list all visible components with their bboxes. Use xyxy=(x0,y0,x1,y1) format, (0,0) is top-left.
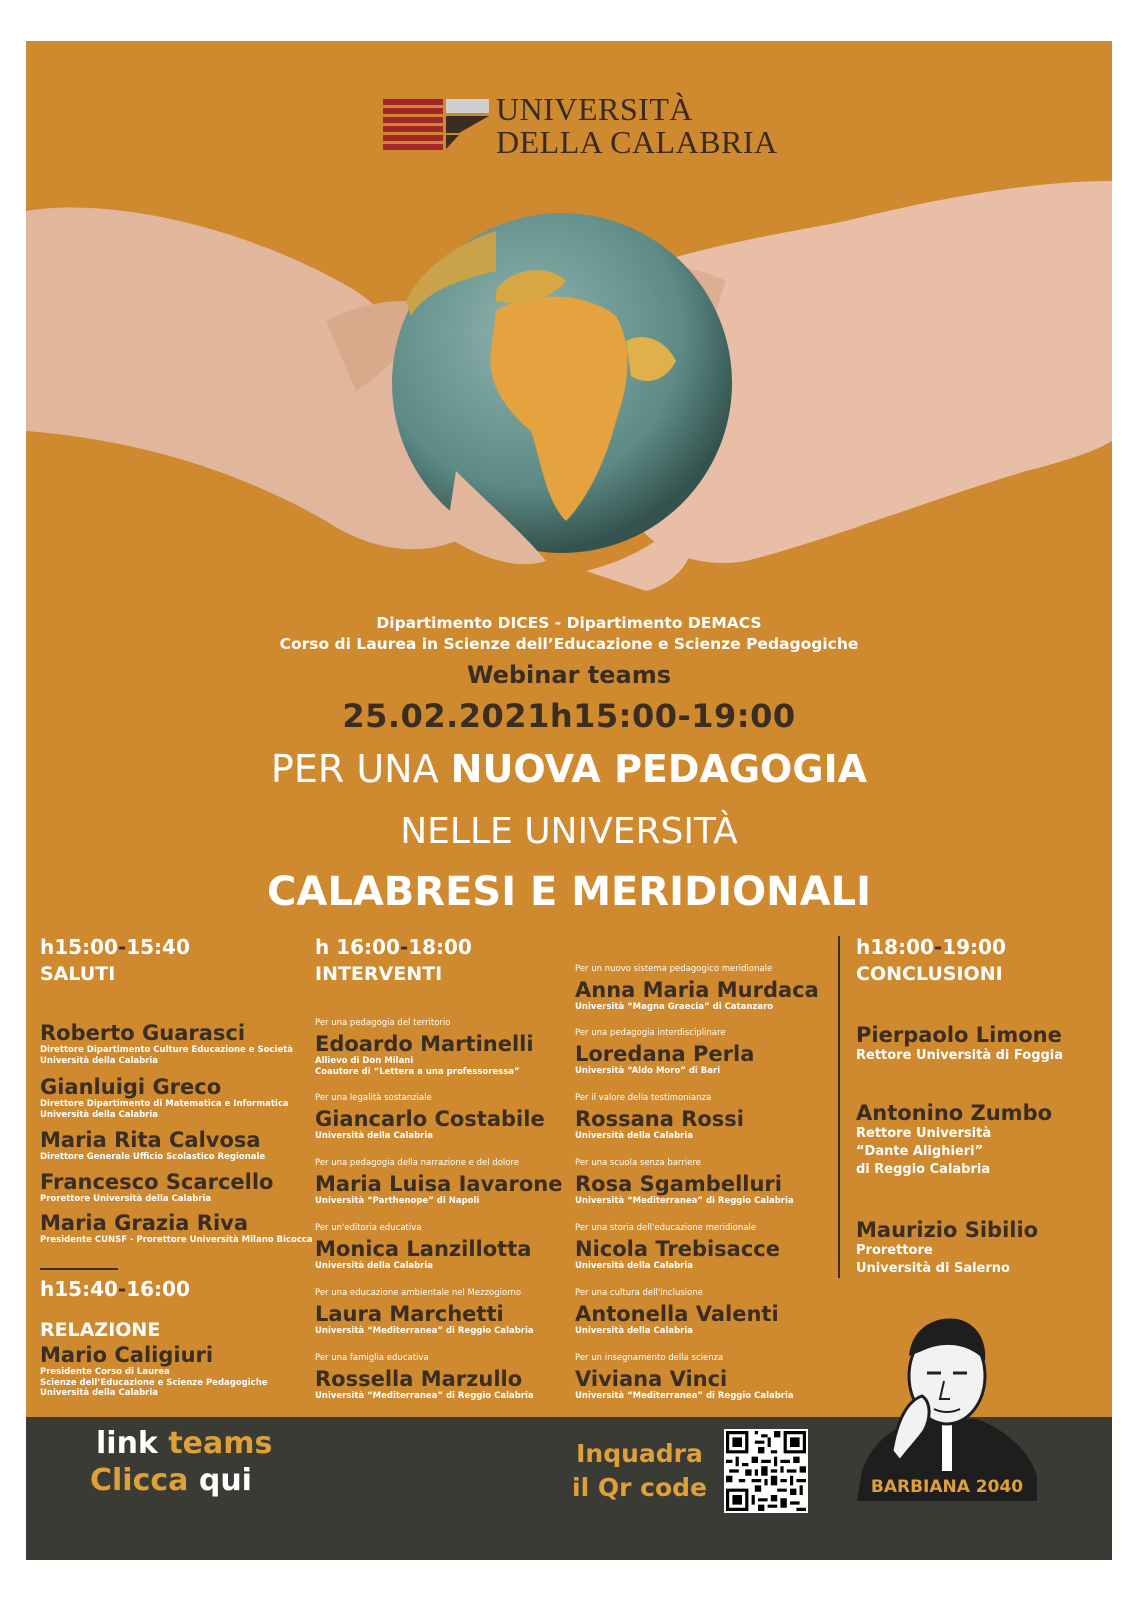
talk-affiliation: Università della Calabria xyxy=(315,1131,434,1141)
talk-affiliation: Università “Aldo Moro” di Bari xyxy=(575,1066,721,1076)
talk-rossi xyxy=(575,1093,744,1142)
barbiana-brand: BARBIANA 2040 xyxy=(870,1477,1024,1497)
talk-speaker: Edoardo Martinelli xyxy=(315,1032,534,1056)
conclusioni-label: CONCLUSIONI xyxy=(856,963,1003,985)
title-line1 xyxy=(26,747,1112,791)
person-role: “Dante Alighieri” xyxy=(856,1144,984,1159)
talk-affiliation: Università “Magna Graecia” di Catanzaro xyxy=(575,1002,774,1012)
conclusioni-time-dash: - xyxy=(933,935,943,959)
qr-instructions xyxy=(572,1437,707,1505)
conclusioni-time-end: 19:00 xyxy=(942,935,1006,959)
event-date: 25.02.2021 xyxy=(342,697,550,735)
person-name: Francesco Scarcello xyxy=(40,1170,274,1194)
title-line3: CALABRESI E MERIDIONALI xyxy=(267,869,871,915)
talk-lanzillotta xyxy=(315,1223,531,1272)
talk-affiliation: Università della Calabria xyxy=(575,1131,694,1141)
person-role: Università della Calabria xyxy=(40,1055,159,1066)
talk-topic: Per una scuola senza barriere xyxy=(575,1158,701,1168)
talk-speaker: Loredana Perla xyxy=(575,1042,755,1066)
talk-affiliation: Università “Mediterranea” di Reggio Calabria xyxy=(575,1196,794,1206)
teams-link[interactable] xyxy=(96,1426,272,1461)
divider xyxy=(40,1268,118,1270)
relazione-label: RELAZIONE xyxy=(40,1319,161,1341)
talk-affiliation: Università della Calabria xyxy=(315,1261,434,1271)
person-role: Prorettore xyxy=(856,1243,933,1258)
person-name: Maria Grazia Riva xyxy=(40,1211,249,1235)
talk-topic: Per una legalità sostanziale xyxy=(315,1093,432,1103)
person-limone xyxy=(856,1023,1063,1065)
talk-perla xyxy=(575,1028,754,1077)
talk-marzullo xyxy=(315,1353,534,1402)
saluti-time xyxy=(40,934,190,960)
relazione-time-end: 16:00 xyxy=(126,1277,190,1301)
talk-speaker: Monica Lanzillotta xyxy=(315,1237,532,1261)
talk-topic: Per un nuovo sistema pedagogico meridionale xyxy=(575,964,773,974)
talk-topic: Per un'editoria educativa xyxy=(315,1223,422,1233)
person-zumbo xyxy=(856,1101,1052,1179)
interventi-time-dash: - xyxy=(399,935,409,959)
university-name-line1: UNIVERSITÀ xyxy=(496,91,693,127)
click-here-a[interactable]: Clicca xyxy=(90,1463,199,1498)
talk-speaker: Viviana Vinci xyxy=(575,1367,728,1391)
talk-affiliation: Allievo di Don Milani xyxy=(315,1056,414,1066)
department-line2: Corso di Laurea in Scienze dell’Educazione e Scienze Pedagogiche xyxy=(279,635,859,653)
person-name: Antonino Zumbo xyxy=(856,1101,1053,1125)
event-datetime xyxy=(26,697,1112,735)
person-role: Direttore Dipartimento Culture Educazione e Società xyxy=(40,1045,293,1055)
qr-instructions-line1: Inquadra xyxy=(576,1439,703,1468)
talk-topic: Per una cultura dell'inclusione xyxy=(575,1288,703,1298)
qr-code-icon[interactable] xyxy=(724,1429,808,1513)
poster xyxy=(26,41,1112,1560)
interventi-time-end: 18:00 xyxy=(408,935,472,959)
event-format: Webinar teams xyxy=(466,661,671,689)
talk-topic: Per una famiglia educativa xyxy=(315,1353,429,1363)
talk-speaker: Laura Marchetti xyxy=(315,1302,504,1326)
relazione-time-dash: - xyxy=(117,1277,127,1301)
hands-holding-globe-image xyxy=(26,141,1112,641)
interventi-time-start: h 16:00 xyxy=(315,935,400,959)
person-role: Prorettore Università della Calabria xyxy=(40,1194,212,1204)
saluti-label: SALUTI xyxy=(40,963,116,985)
click-here-b[interactable]: qui xyxy=(198,1463,252,1498)
person-name: Pierpaolo Limone xyxy=(856,1023,1062,1047)
talk-marchetti xyxy=(315,1288,534,1337)
don-milani-portrait xyxy=(852,1301,1042,1501)
person-role: Università di Salerno xyxy=(856,1261,1010,1276)
person-role: Direttore Generale Ufficio Scolastico Regionale xyxy=(40,1152,266,1162)
talk-affiliation: Università “Mediterranea” di Reggio Calabria xyxy=(315,1391,534,1401)
person-role: Università della Calabria xyxy=(40,1388,159,1398)
talk-murdaca xyxy=(575,964,819,1013)
title-line1-a: PER UNA xyxy=(270,747,451,791)
person-name: Mario Caligiuri xyxy=(40,1343,214,1367)
person-caligiuri xyxy=(40,1343,268,1399)
talk-speaker: Rossella Marzullo xyxy=(315,1367,523,1391)
conclusioni-time-start: h18:00 xyxy=(856,935,934,959)
person-role: Direttore Dipartimento di Matematica e Informatica xyxy=(40,1099,289,1109)
talk-speaker: Nicola Trebisacce xyxy=(575,1237,780,1261)
talk-speaker: Antonella Valenti xyxy=(575,1302,779,1326)
department-line1: Dipartimento DICES - Dipartimento DEMACS xyxy=(376,614,762,632)
university-name-line2: DELLA CALABRIA xyxy=(496,124,778,160)
person-scarcello xyxy=(40,1170,273,1205)
talk-sgambelluri xyxy=(575,1158,794,1207)
talk-speaker: Rossana Rossi xyxy=(575,1107,744,1131)
person-role: Scienze dell’Educazione e Scienze Pedagogiche xyxy=(40,1377,268,1388)
talk-speaker: Maria Luisa Iavarone xyxy=(315,1172,563,1196)
relazione-time xyxy=(40,1276,190,1302)
talk-topic: Per una pedagogia del territorio xyxy=(315,1018,451,1028)
person-role: Università della Calabria xyxy=(40,1109,159,1120)
talk-speaker: Anna Maria Murdaca xyxy=(575,978,819,1002)
talk-topic: Per una pedagogia della narrazione e del dolore xyxy=(315,1158,519,1168)
talk-topic: Per il valore della testimonianza xyxy=(575,1093,712,1103)
person-role: Presidente CUNSF - Prorettore Università Milano Bicocca xyxy=(40,1235,313,1245)
person-name: Maurizio Sibilio xyxy=(856,1218,1039,1242)
qr-instructions-line2: il Qr code xyxy=(572,1473,707,1502)
person-calvosa xyxy=(40,1128,265,1163)
saluti-time-start: h15:00 xyxy=(40,935,118,959)
teams-link-b[interactable]: teams xyxy=(168,1426,273,1461)
talk-topic: Per una educazione ambientale nel Mezzogiorno xyxy=(315,1288,522,1298)
talk-iavarone xyxy=(315,1158,562,1207)
talk-speaker: Giancarlo Costabile xyxy=(315,1107,545,1131)
person-name: Maria Rita Calvosa xyxy=(40,1128,261,1152)
person-role: Rettore Università xyxy=(856,1126,992,1141)
talk-martinelli xyxy=(315,1018,534,1077)
talk-costabile xyxy=(315,1093,545,1142)
person-sibilio xyxy=(856,1218,1038,1278)
talk-topic: Per una storia dell'educazione meridionale xyxy=(575,1223,757,1233)
talk-affiliation: Università della Calabria xyxy=(575,1326,694,1336)
talk-affiliation: Università “Mediterranea” di Reggio Calabria xyxy=(315,1326,534,1336)
interventi-time xyxy=(315,934,472,960)
talk-affiliation: Coautore di “Lettera a una professoressa” xyxy=(315,1066,520,1077)
talk-speaker: Rosa Sgambelluri xyxy=(575,1172,782,1196)
column-divider xyxy=(838,936,840,1278)
person-name: Gianluigi Greco xyxy=(40,1075,222,1099)
person-riva xyxy=(40,1211,313,1246)
person-role: Presidente Corso di Laurea xyxy=(40,1367,170,1377)
talk-affiliation: Università “Parthenope” di Napoli xyxy=(315,1196,480,1206)
talk-affiliation: Università della Calabria xyxy=(575,1261,694,1271)
event-time: h15:00-19:00 xyxy=(549,697,796,735)
person-role: Rettore Università di Foggia xyxy=(856,1048,1064,1063)
interventi-label: INTERVENTI xyxy=(315,963,443,985)
talk-vinci xyxy=(575,1353,794,1402)
conclusioni-time xyxy=(856,934,1006,960)
title-line1-b: NUOVA PEDAGOGIA xyxy=(450,747,868,791)
relazione-time-start: h15:40 xyxy=(40,1277,118,1301)
talk-trebisacce xyxy=(575,1223,780,1272)
person-name: Roberto Guarasci xyxy=(40,1021,246,1045)
person-role: di Reggio Calabria xyxy=(856,1162,991,1177)
talk-affiliation: Università “Mediterranea” di Reggio Calabria xyxy=(575,1391,794,1401)
talk-topic: Per una pedagogia interdisciplinare xyxy=(575,1028,726,1038)
teams-link-a[interactable]: link xyxy=(96,1426,169,1461)
talk-valenti xyxy=(575,1288,779,1337)
title-line2: NELLE UNIVERSITÀ xyxy=(400,811,738,852)
saluti-time-dash: - xyxy=(117,935,127,959)
person-greco xyxy=(40,1075,289,1120)
person-guarasci xyxy=(40,1021,293,1066)
saluti-time-end: 15:40 xyxy=(126,935,190,959)
department-block xyxy=(26,613,1112,655)
talk-topic: Per un insegnamento della scienza xyxy=(575,1353,724,1363)
click-here-link[interactable] xyxy=(90,1463,252,1498)
